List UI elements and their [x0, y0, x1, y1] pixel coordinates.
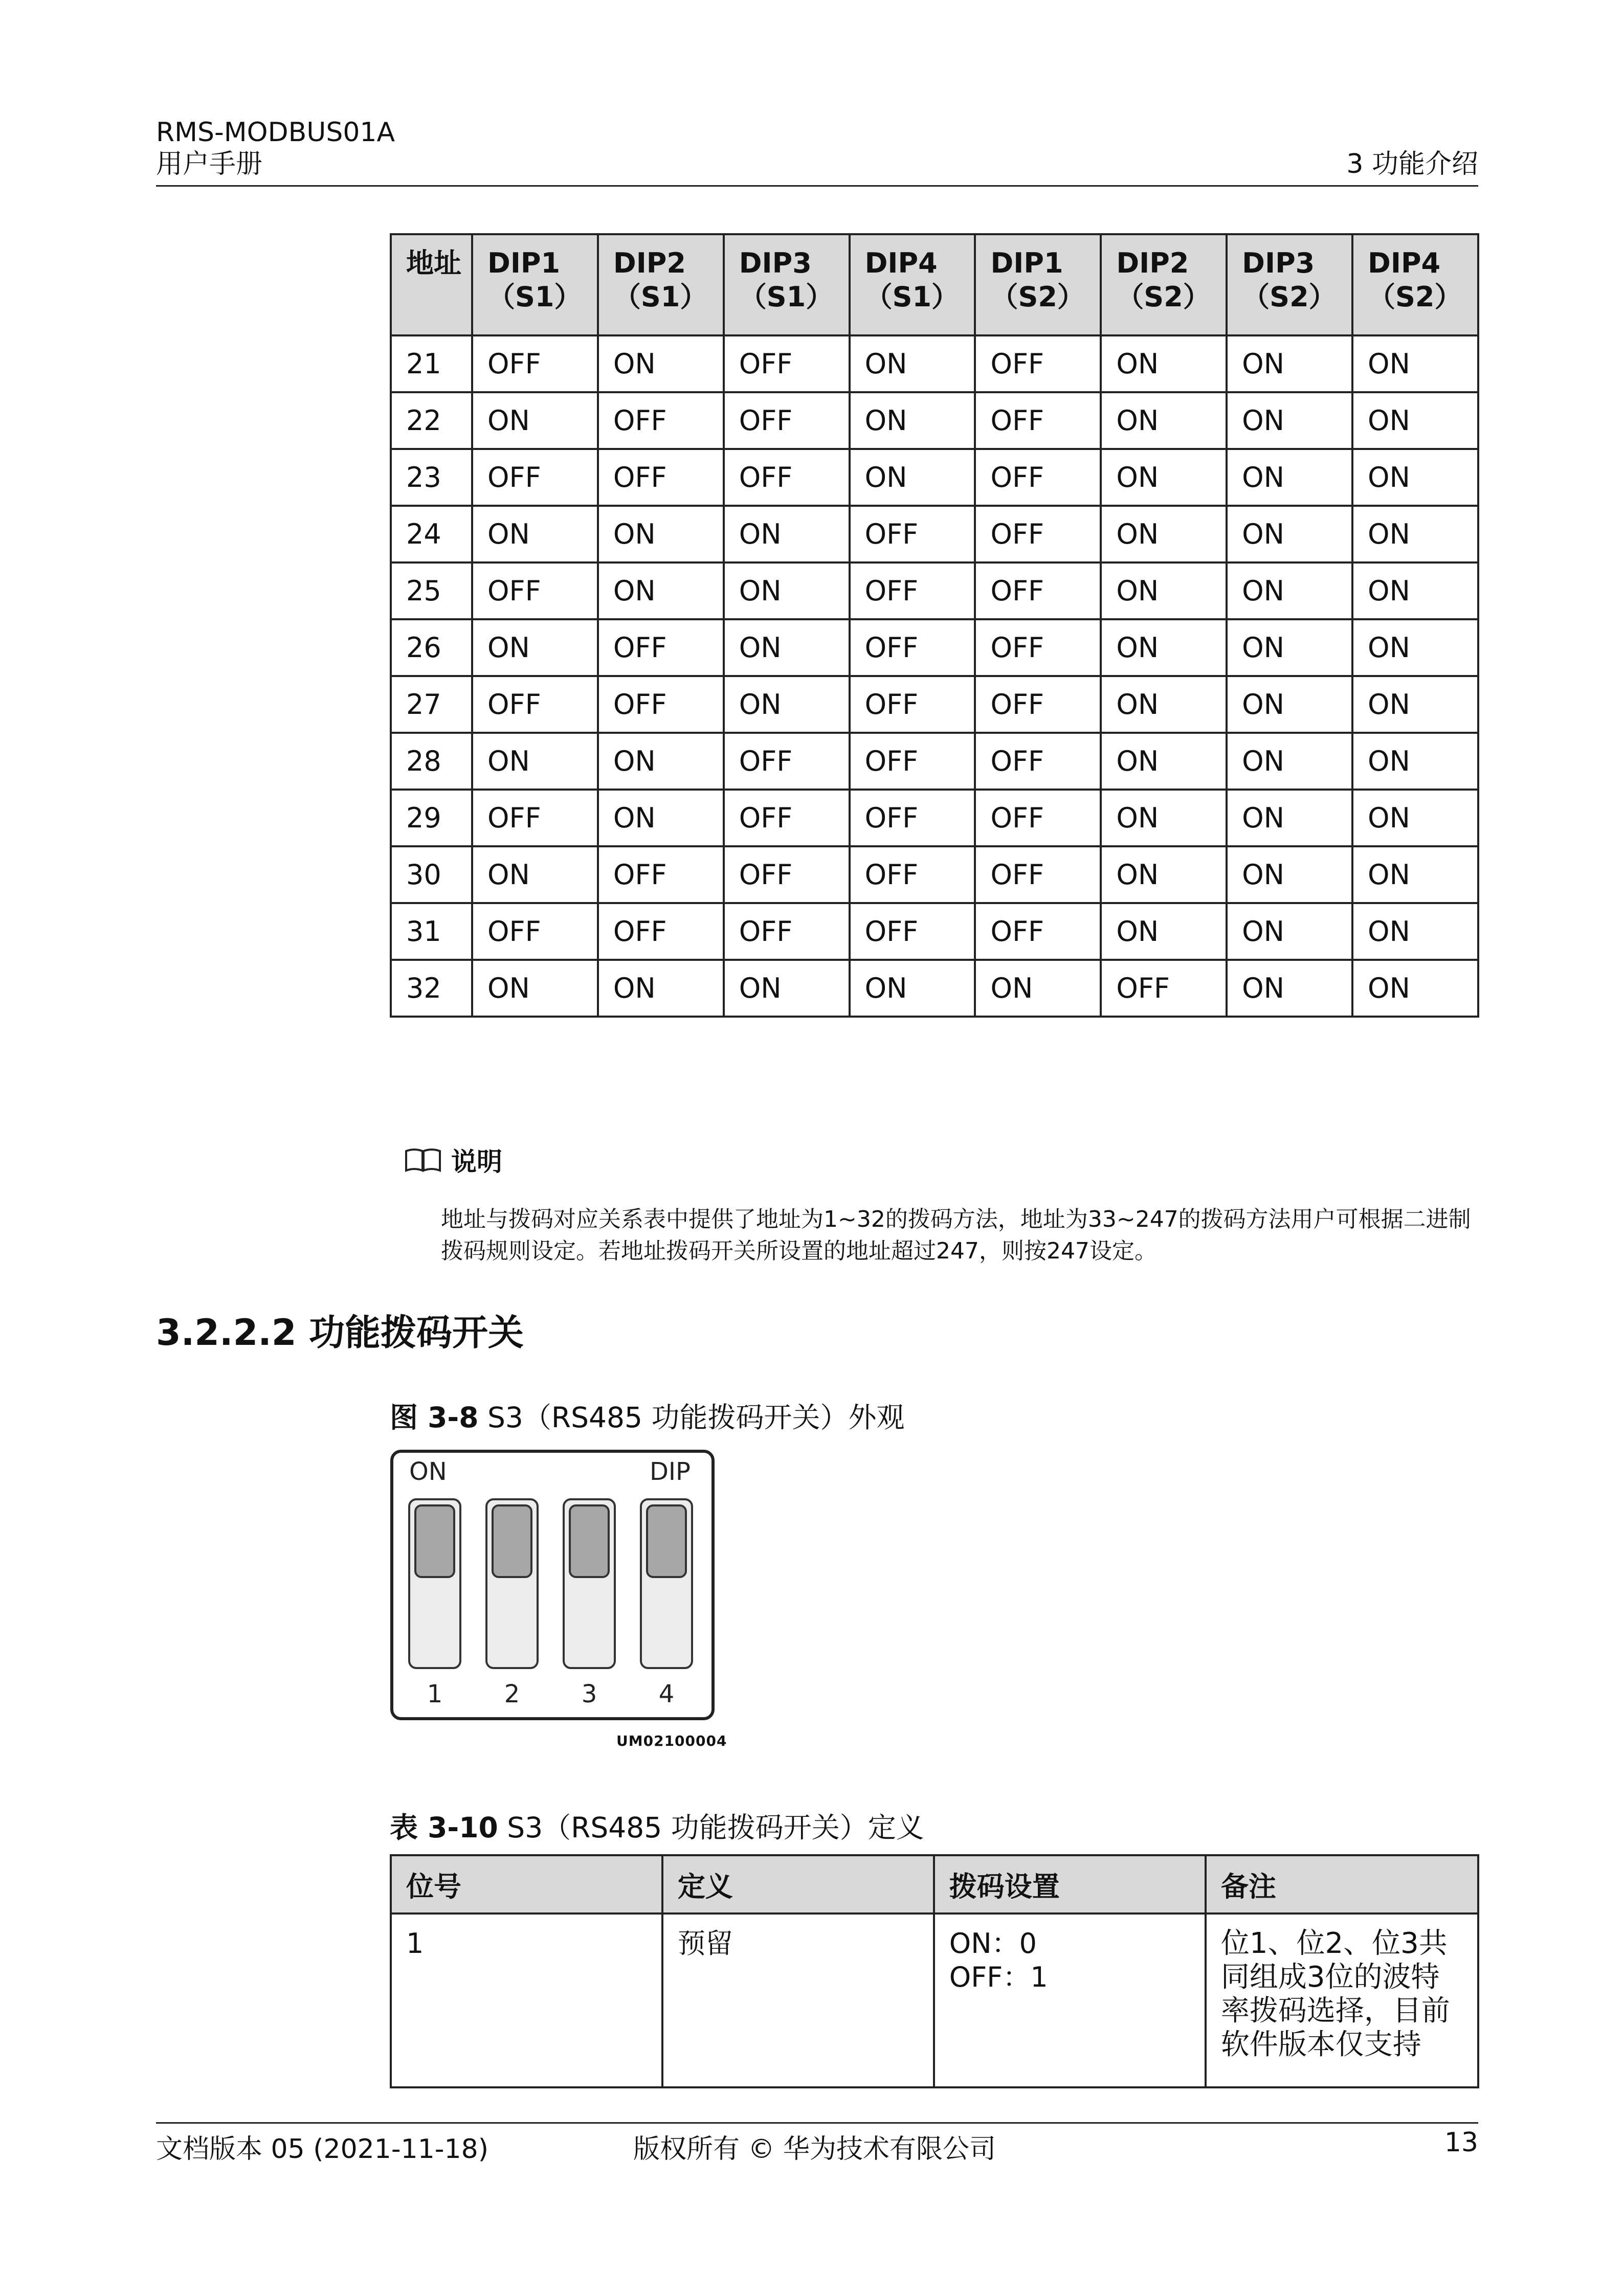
table-cell: OFF [724, 335, 850, 392]
switch-knob [493, 1505, 531, 1577]
table-cell: ON [598, 790, 724, 846]
table-cell: ON [1227, 790, 1352, 846]
table-cell: OFF [850, 506, 975, 562]
table-cell: 30 [391, 846, 472, 903]
table-cell: OFF [975, 846, 1101, 903]
def-table-header-cell: 定义 [662, 1855, 934, 1914]
table-cell: OFF [975, 619, 1101, 676]
table-cell: ON：0 OFF：1 [934, 1914, 1206, 2087]
switch-knob [415, 1505, 454, 1577]
table-cell: ON [975, 960, 1101, 1017]
dip-table-header-cell: DIP2 （S1） [598, 234, 724, 335]
def-table-header-cell: 拨码设置 [934, 1855, 1206, 1914]
table-cell: ON [598, 733, 724, 790]
table-cell: OFF [975, 733, 1101, 790]
table-cell: ON [1352, 676, 1478, 733]
table-row [391, 392, 1478, 449]
table-cell: OFF [975, 335, 1101, 392]
section-title: 3.2.2.2 功能拨码开关 [156, 1312, 524, 1354]
table-cell: 25 [391, 562, 472, 619]
table-cell: ON [1227, 392, 1352, 449]
table-cell: OFF [724, 903, 850, 960]
figure-code: UM02100004 [616, 1732, 727, 1749]
table-cell: OFF [850, 619, 975, 676]
table-cell: ON [724, 619, 850, 676]
table-cell: ON [1352, 449, 1478, 506]
table-cell: OFF [850, 903, 975, 960]
table-cell: ON [1227, 506, 1352, 562]
table-cell: ON [1101, 846, 1227, 903]
table-cell: ON [1227, 733, 1352, 790]
def-table-header-cell: 位号 [391, 1855, 662, 1914]
table-cell: 23 [391, 449, 472, 506]
table-cell: ON [598, 335, 724, 392]
table-row [391, 733, 1478, 790]
figure-caption-text: S3（RS485 功能拨码开关）外观 [478, 1401, 905, 1434]
table-cell: ON [1101, 619, 1227, 676]
table-cell: OFF [724, 392, 850, 449]
table-cell: ON [724, 676, 850, 733]
switch-number: 4 [658, 1680, 675, 1708]
table-cell: ON [1101, 733, 1227, 790]
table-cell: OFF [975, 449, 1101, 506]
table-caption-text: S3（RS485 功能拨码开关）定义 [498, 1811, 924, 1844]
table-cell: OFF [598, 846, 724, 903]
table-cell: ON [1352, 562, 1478, 619]
table-cell: OFF [472, 449, 598, 506]
footer-divider [156, 2122, 1478, 2124]
table-cell: OFF [472, 790, 598, 846]
footer-version: 文档版本 05 (2021-11-18) [156, 2134, 489, 2165]
table-cell: ON [1101, 449, 1227, 506]
header-chapter: 3 功能介绍 [1346, 149, 1478, 179]
book-icon [404, 1147, 442, 1173]
footer-copyright: 版权所有 © 华为技术有限公司 [633, 2134, 996, 2165]
footer-page-number: 13 [1444, 2127, 1478, 2158]
table-cell: OFF [850, 562, 975, 619]
table-cell: ON [1227, 562, 1352, 619]
table-cell: ON [1101, 506, 1227, 562]
table-caption [390, 1805, 924, 1845]
switch-definition-table [390, 1854, 1479, 2088]
table-row [391, 1914, 1478, 2087]
table-cell: OFF [850, 733, 975, 790]
table-cell: ON [724, 562, 850, 619]
table-cell: OFF [598, 449, 724, 506]
switch-label-on: ON [409, 1457, 447, 1486]
table-cell: ON [1101, 335, 1227, 392]
table-cell: ON [472, 846, 598, 903]
dip-switch-figure [389, 1448, 716, 1722]
def-table-body [391, 1914, 1478, 2087]
note-heading [404, 1141, 502, 1178]
table-cell: OFF [850, 846, 975, 903]
note-title: 说明 [451, 1147, 502, 1177]
table-cell: 26 [391, 619, 472, 676]
dip-table-header-cell: DIP1 （S1） [472, 234, 598, 335]
table-cell: 27 [391, 676, 472, 733]
header-doc-type: 用户手册 [156, 149, 263, 179]
table-cell: ON [1352, 846, 1478, 903]
dip-table-header-cell: 地址 [391, 234, 472, 335]
table-cell: ON [1352, 335, 1478, 392]
dip-address-table [390, 233, 1479, 1018]
table-cell: OFF [975, 790, 1101, 846]
table-row [391, 903, 1478, 960]
table-cell: 24 [391, 506, 472, 562]
figure-caption [390, 1395, 905, 1435]
table-cell: ON [850, 392, 975, 449]
table-cell: ON [472, 733, 598, 790]
table-row [391, 790, 1478, 846]
table-cell: ON [1227, 449, 1352, 506]
page-header-left [156, 117, 395, 180]
table-cell: OFF [724, 449, 850, 506]
switch-number: 2 [504, 1680, 520, 1708]
table-cell: OFF [850, 790, 975, 846]
table-cell: ON [472, 960, 598, 1017]
table-cell: OFF [975, 676, 1101, 733]
table-cell: ON [1101, 392, 1227, 449]
table-cell: ON [1352, 733, 1478, 790]
table-cell: 32 [391, 960, 472, 1017]
table-cell: ON [1101, 562, 1227, 619]
note-text: 地址与拨码对应关系表中提供了地址为1~32的拨码方法，地址为33~247的拨码方法用户可根据二进制拨码规则设定。若地址拨码开关所设置的地址超过247，则按247设定。 [441, 1206, 1471, 1264]
dip-table-header-cell: DIP4 （S2） [1352, 234, 1478, 335]
dip-table-header-cell: DIP4 （S1） [850, 234, 975, 335]
dip-table-header-cell: DIP2 （S2） [1101, 234, 1227, 335]
table-cell: OFF [472, 335, 598, 392]
table-cell: 28 [391, 733, 472, 790]
table-cell: ON [1227, 903, 1352, 960]
figure-caption-number: 图 3-8 [390, 1401, 479, 1434]
table-cell: OFF [724, 846, 850, 903]
table-cell: OFF [472, 676, 598, 733]
table-cell: 22 [391, 392, 472, 449]
table-row [391, 506, 1478, 562]
table-cell: ON [1227, 676, 1352, 733]
table-cell: OFF [598, 619, 724, 676]
table-cell: ON [1352, 392, 1478, 449]
table-row [391, 676, 1478, 733]
table-cell: OFF [975, 903, 1101, 960]
dip-table-header-cell: DIP3 （S1） [724, 234, 850, 335]
table-row [391, 619, 1478, 676]
table-row [391, 846, 1478, 903]
table-cell: ON [850, 449, 975, 506]
table-cell: ON [472, 506, 598, 562]
table-cell: ON [1352, 506, 1478, 562]
table-cell: ON [598, 562, 724, 619]
table-cell: ON [724, 960, 850, 1017]
table-cell: 29 [391, 790, 472, 846]
table-cell: ON [1352, 790, 1478, 846]
table-cell: OFF [975, 562, 1101, 619]
table-cell: 位1、位2、位3共同组成3位的波特率拨码选择，目前软件版本仅支持 [1206, 1914, 1478, 2087]
switch-knob [647, 1505, 686, 1577]
table-cell: ON [1352, 960, 1478, 1017]
table-cell: OFF [724, 733, 850, 790]
table-cell: OFF [1101, 960, 1227, 1017]
table-cell: ON [1352, 903, 1478, 960]
table-cell: ON [1227, 846, 1352, 903]
table-cell: ON [1101, 676, 1227, 733]
dip-table-body [391, 335, 1478, 1017]
table-cell: 21 [391, 335, 472, 392]
table-cell: ON [1352, 619, 1478, 676]
table-cell: 预留 [662, 1914, 934, 2087]
header-divider [156, 185, 1478, 187]
dip-table-header-row [391, 234, 1478, 335]
table-row [391, 562, 1478, 619]
dip-table-header-cell: DIP3 （S2） [1227, 234, 1352, 335]
table-cell: OFF [975, 392, 1101, 449]
switch-number: 3 [581, 1680, 597, 1708]
table-cell: OFF [598, 676, 724, 733]
table-row [391, 960, 1478, 1017]
table-cell: OFF [472, 903, 598, 960]
table-row [391, 335, 1478, 392]
table-cell: 31 [391, 903, 472, 960]
switch-label-dip: DIP [649, 1457, 691, 1486]
table-cell: OFF [850, 676, 975, 733]
table-cell: ON [598, 960, 724, 1017]
table-row [391, 449, 1478, 506]
switch-knob [570, 1505, 609, 1577]
table-cell: ON [1101, 790, 1227, 846]
switch-number: 1 [427, 1680, 443, 1708]
table-cell: OFF [598, 903, 724, 960]
table-cell: OFF [598, 392, 724, 449]
table-cell: ON [1101, 903, 1227, 960]
table-cell: ON [598, 506, 724, 562]
header-product: RMS-MODBUS01A [156, 117, 395, 148]
table-cell: OFF [724, 790, 850, 846]
table-cell: 1 [391, 1914, 662, 2087]
table-cell: ON [850, 335, 975, 392]
table-cell: ON [1227, 960, 1352, 1017]
table-cell: ON [850, 960, 975, 1017]
table-cell: ON [472, 619, 598, 676]
dip-table-header-cell: DIP1 （S2） [975, 234, 1101, 335]
table-cell: OFF [975, 506, 1101, 562]
def-table-header-row [391, 1855, 1478, 1914]
table-caption-number: 表 3-10 [390, 1811, 498, 1844]
table-cell: ON [724, 506, 850, 562]
table-cell: OFF [472, 562, 598, 619]
table-cell: ON [1227, 619, 1352, 676]
table-cell: ON [472, 392, 598, 449]
table-cell: ON [1227, 335, 1352, 392]
def-table-header-cell: 备注 [1206, 1855, 1478, 1914]
